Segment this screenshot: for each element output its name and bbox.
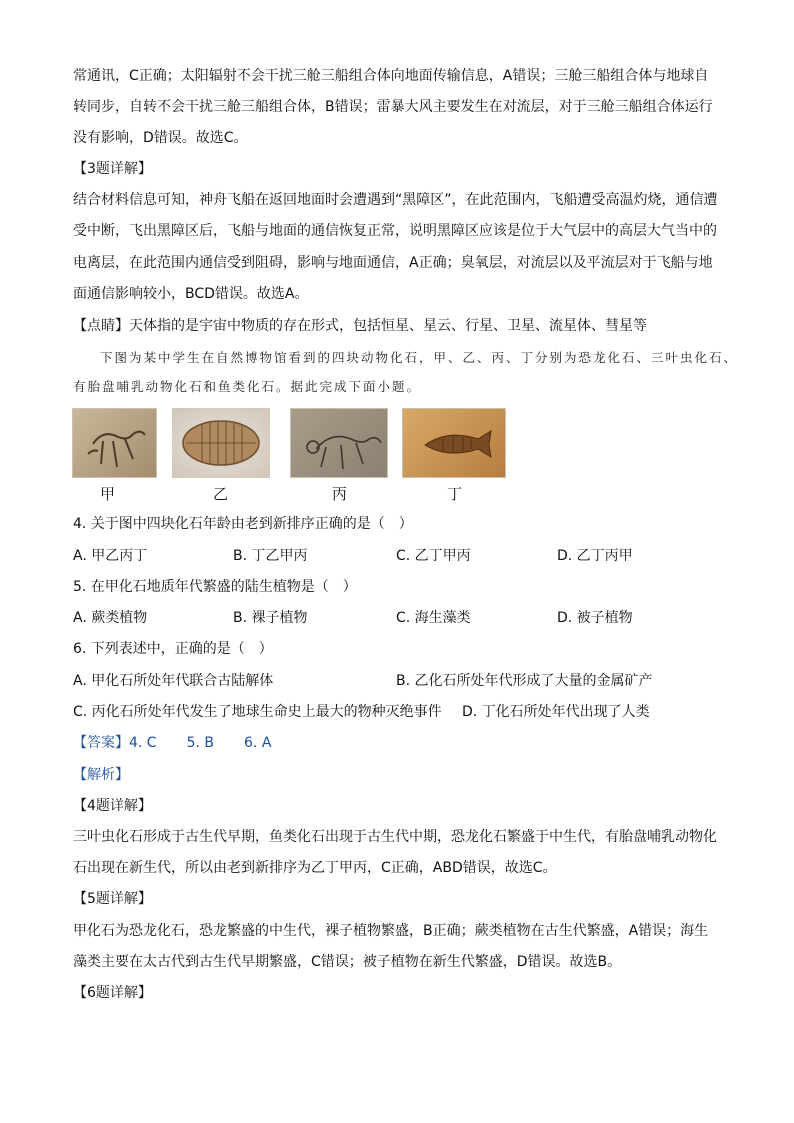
section-heading: 【6题详解】 xyxy=(73,985,152,1001)
question-stem: 4. 关于图中四块化石年龄由老到新排序正确的是（ ） xyxy=(73,516,413,532)
answer-line xyxy=(73,734,271,752)
text-line: 结合材料信息可知，神舟飞船在返回地面时会遭遇到“黑障区”，在此范围内，飞船遭受高温灼烧，通信遭 xyxy=(73,192,718,208)
question-stem: 6. 下列表述中，正确的是（ ） xyxy=(73,641,273,657)
question-stem: 5. 在甲化石地质年代繁盛的陆生植物是（ ） xyxy=(73,579,357,595)
fossil-image-yi xyxy=(172,408,270,478)
fossil-caption: 甲 xyxy=(100,485,116,503)
fossil-caption: 乙 xyxy=(213,485,229,503)
analysis-heading: 【解析】 xyxy=(73,767,129,783)
question-option: B. 乙化石所处年代形成了大量的金属矿产 xyxy=(396,673,653,689)
question-option: A. 甲化石所处年代联合古陆解体 xyxy=(73,673,274,689)
answer-value: 5. B xyxy=(186,735,215,751)
answer-value: 6. A xyxy=(244,735,272,751)
question-option: A. 蕨类植物 xyxy=(73,610,148,626)
intro-line: 下图为某中学生在自然博物馆看到的四块动物化石，甲、乙、丙、丁分别为恐龙化石、三叶虫化石、 xyxy=(100,350,739,365)
question-option: C. 乙丁甲丙 xyxy=(396,548,471,564)
text-line: 面通信影响较小，BCD错误。故选A。 xyxy=(73,286,309,302)
text-line: 没有影响，D错误。故选C。 xyxy=(73,130,248,146)
question-option: C. 海生藻类 xyxy=(396,610,471,626)
question-option: A. 甲乙丙丁 xyxy=(73,548,148,564)
fossil-image-bing xyxy=(290,408,388,478)
fossil-image-ding xyxy=(402,408,506,478)
text-line: 电离层，在此范围内通信受到阻碍，影响与地面通信，A正确；臭氧层，对流层以及平流层对于飞船与地 xyxy=(73,255,713,271)
question-option: D. 乙丁丙甲 xyxy=(557,548,633,564)
text-line: 受中断，飞出黑障区后，飞船与地面的通信恢复正常，说明黑障区应该是位于大气层中的高层大气当中的 xyxy=(73,223,717,239)
text-line: 常通讯，C正确；太阳辐射不会干扰三舱三船组合体向地面传输信息，A错误；三舱三船组合体与地球自 xyxy=(73,68,709,84)
text-line: 藻类主要在太古代到古生代早期繁盛，C错误；被子植物在新生代繁盛，D错误。故选B。 xyxy=(73,954,622,970)
fossil-caption: 丙 xyxy=(332,485,348,503)
text-line: 三叶虫化石形成于古生代早期，鱼类化石出现于古生代中期，恐龙化石繁盛于中生代，有胎盘哺乳动物化 xyxy=(73,829,717,845)
answer-label: 【答案】 xyxy=(73,735,129,751)
note-line: 【点睛】天体指的是宇宙中物质的存在形式，包括恒星、星云、行星、卫星、流星体、彗星等 xyxy=(73,318,647,334)
question-option: B. 丁乙甲丙 xyxy=(233,548,308,564)
section-heading: 【4题详解】 xyxy=(73,798,152,814)
section-heading: 【5题详解】 xyxy=(73,891,152,907)
section-heading: 【3题详解】 xyxy=(73,161,152,177)
text-line: 转同步，自转不会干扰三舱三船组合体，B错误；雷暴大风主要发生在对流层，对于三舱三船组合体运行 xyxy=(73,99,713,115)
question-option: B. 裸子植物 xyxy=(233,610,308,626)
question-option: C. 丙化石所处年代发生了地球生命史上最大的物种灭绝事件 xyxy=(73,704,442,720)
fossil-image-jia xyxy=(72,408,157,478)
fossil-caption: 丁 xyxy=(447,485,463,503)
text-line: 甲化石为恐龙化石，恐龙繁盛的中生代，裸子植物繁盛，B正确；蕨类植物在古生代繁盛，A错误；海生 xyxy=(73,923,709,939)
question-option: D. 被子植物 xyxy=(557,610,633,626)
answer-value: 4. C xyxy=(129,735,157,751)
intro-line: 有胎盘哺乳动物化石和鱼类化石。据此完成下面小题。 xyxy=(73,379,422,394)
text-line: 石出现在新生代，所以由老到新排序为乙丁甲丙，C正确，ABD错误，故选C。 xyxy=(73,860,557,876)
question-option: D. 丁化石所处年代出现了人类 xyxy=(462,704,650,720)
